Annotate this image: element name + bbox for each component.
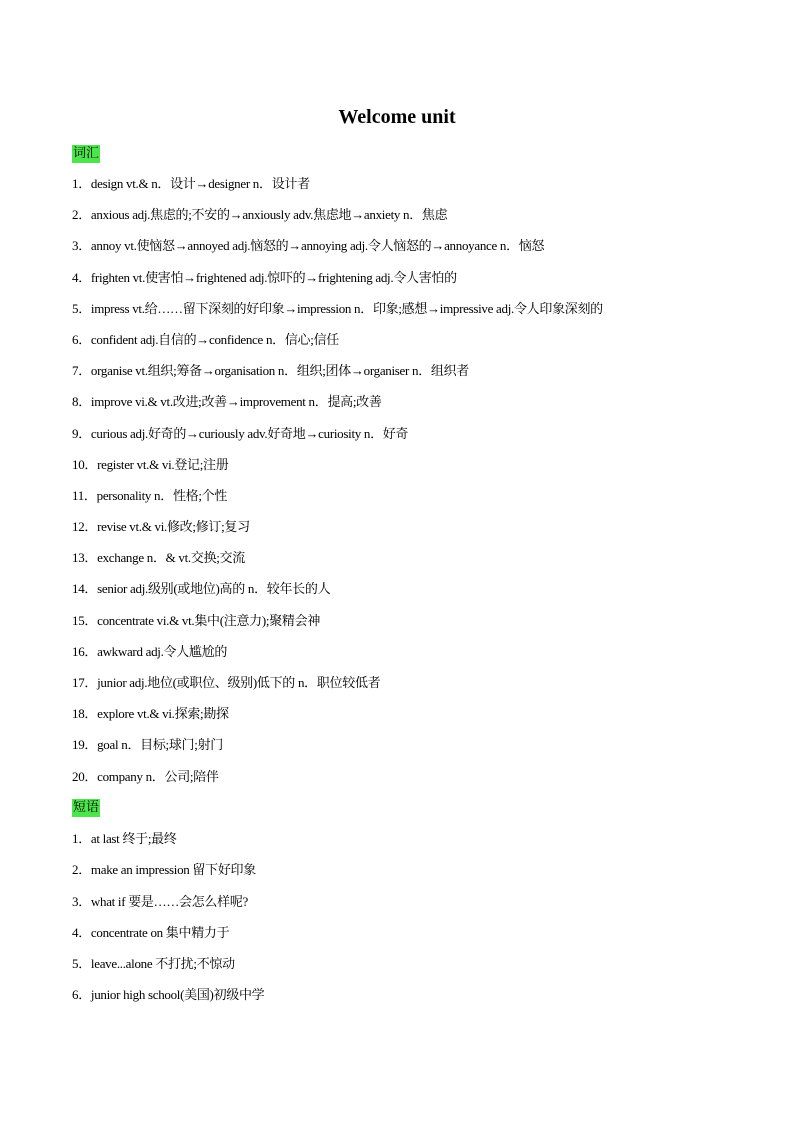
- phrase-item: [72, 954, 264, 985]
- item-number: 11．: [72, 487, 97, 503]
- item-number: 8．: [72, 394, 91, 410]
- item-number: 1．: [72, 831, 91, 846]
- item-number: 9．: [72, 425, 91, 441]
- phrase-item: [72, 829, 264, 860]
- phrases-section-heading: [72, 799, 100, 817]
- item-number: 1．: [72, 176, 91, 191]
- vocab-item: [72, 611, 603, 642]
- vocab-item: [72, 673, 603, 704]
- item-number: 15．: [72, 612, 98, 628]
- item-number: 10．: [72, 456, 98, 472]
- item-text: junior adj.地位(或职位、级别)低下的 n．职位较低者: [97, 675, 381, 690]
- item-text: concentrate on 集中精力于: [90, 924, 230, 940]
- phrase-item: [72, 985, 264, 1016]
- vocab-heading-label: 词汇: [73, 146, 100, 161]
- item-number: 12．: [72, 519, 98, 535]
- vocab-item: [72, 330, 603, 361]
- item-number: 13．: [72, 550, 98, 566]
- vocab-item: [72, 236, 603, 267]
- item-number: 6．: [72, 331, 91, 347]
- vocab-item: [72, 579, 603, 610]
- item-number: 4．: [72, 269, 91, 285]
- vocab-item: [72, 268, 603, 299]
- item-text: goal n．目标;球门;射门: [97, 737, 223, 753]
- item-number: 20．: [72, 768, 98, 784]
- vocab-item: [72, 642, 603, 673]
- item-text: leave...alone 不打扰;不惊动: [90, 956, 235, 972]
- item-text: explore vt.& vi.探索;勘探: [97, 706, 229, 722]
- item-text: revise vt.& vi.修改;修订;复习: [97, 519, 250, 535]
- item-number: 14．: [72, 581, 98, 597]
- vocab-item: [72, 361, 603, 392]
- item-text: company n．公司;陪伴: [97, 768, 219, 784]
- item-text: register vt.& vi.登记;注册: [97, 456, 229, 472]
- item-number: 2．: [72, 862, 91, 878]
- item-text: curious adj.好奇的→curiously adv.好奇地→curiosity n．好奇: [90, 425, 409, 441]
- item-text: awkward adj.令人尴尬的: [97, 643, 228, 659]
- item-text: confident adj.自信的→confidence n．信心;信任: [90, 331, 339, 347]
- item-number: 17．: [72, 675, 98, 690]
- phrases-heading-label: 短语: [73, 800, 100, 815]
- vocab-item: [72, 392, 603, 423]
- vocab-list: [72, 174, 603, 798]
- item-text: exchange n．& vt.交换;交流: [97, 550, 245, 566]
- vocab-item: [72, 424, 603, 455]
- item-number: 4．: [72, 924, 91, 940]
- item-number: 7．: [72, 363, 91, 379]
- item-text: concentrate vi.& vt.集中(注意力);聚精会神: [97, 612, 321, 628]
- vocab-item: [72, 735, 603, 766]
- item-text: impress vt.给……留下深刻的好印象→impression n．印象;感想→impressive adj.令人印象深刻的: [90, 300, 603, 316]
- item-text: make an impression 留下好印象: [90, 862, 256, 878]
- item-number: 3．: [72, 893, 91, 909]
- item-text: improve vi.& vt.改进;改善→improvement n．提高;改善: [90, 394, 382, 410]
- item-text: design vt.& n．设计→designer n．设计者: [90, 176, 310, 191]
- item-text: senior adj.级别(或地位)高的 n．较年长的人: [97, 581, 331, 597]
- item-number: 18．: [72, 706, 98, 722]
- item-number: 5．: [72, 956, 91, 972]
- phrase-item: [72, 860, 264, 891]
- item-number: 2．: [72, 207, 91, 223]
- item-text: junior high school(美国)初级中学: [90, 987, 265, 1003]
- item-number: 3．: [72, 238, 91, 254]
- phrases-list: [72, 829, 264, 1017]
- item-text: organise vt.组织;筹备→organisation n．组织;团体→organiser n．组织者: [90, 363, 470, 379]
- phrase-item: [72, 892, 264, 923]
- item-text: frighten vt.使害怕→frightened adj.惊吓的→frightening adj.令人害怕的: [90, 269, 457, 285]
- vocab-section-heading: [72, 145, 100, 163]
- item-number: 5．: [72, 300, 91, 316]
- item-text: at last 终于;最终: [90, 831, 177, 846]
- vocab-item: [72, 517, 603, 548]
- page-title: Welcome unit: [338, 106, 456, 128]
- item-text: anxious adj.焦虑的;不安的→anxiously adv.焦虑地→anxiety n．焦虑: [90, 207, 448, 223]
- vocab-item: [72, 486, 603, 517]
- vocab-item: [72, 548, 603, 579]
- vocab-item: [72, 455, 603, 486]
- item-number: 6．: [72, 987, 91, 1003]
- item-text: annoy vt.使恼怒→annoyed adj.恼怒的→annoying adj.令人恼怒的→annoyance n．恼怒: [90, 238, 545, 254]
- item-number: 19．: [72, 737, 98, 753]
- item-number: 16．: [72, 643, 98, 659]
- vocab-item: [72, 767, 603, 798]
- item-text: what if 要是……会怎么样呢?: [90, 893, 248, 909]
- item-text: personality n．性格;个性: [96, 487, 228, 503]
- vocab-item: [72, 205, 603, 236]
- vocab-item: [72, 704, 603, 735]
- phrase-item: [72, 923, 264, 954]
- vocab-item: [72, 299, 603, 330]
- vocab-item: [72, 174, 603, 205]
